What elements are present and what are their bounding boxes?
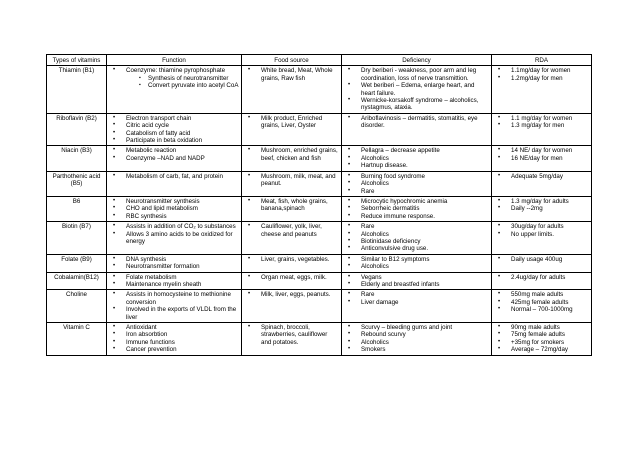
vitamin-name: Biotin (B7) (47, 222, 107, 255)
function-item: • Antioxidant (126, 324, 239, 331)
deficiency-list (344, 324, 489, 354)
food-source-list (244, 147, 339, 162)
table-row (47, 323, 592, 356)
food-source-cell (242, 323, 342, 356)
deficiency-cell (342, 113, 492, 146)
rda-item: • 1.2mg/day for men (511, 75, 589, 82)
table-row (47, 66, 592, 113)
rda-cell (492, 66, 592, 113)
rda-list (494, 173, 589, 180)
deficiency-item: • Rebound scurvy (361, 331, 489, 338)
rda-item: • 30ug/day for adults (511, 223, 589, 230)
function-list (109, 173, 239, 180)
rda-list (494, 115, 589, 130)
table-row (47, 254, 592, 272)
rda-list (494, 223, 589, 238)
deficiency-item: • Dry beriberi - weakness, poor arm and leg coordination, loss of nerve transmittion. (361, 67, 489, 82)
table-row (47, 290, 592, 323)
rda-item: • Daily --2mg (511, 205, 589, 212)
deficiency-item: • Biotinidase deficiency (361, 238, 489, 245)
rda-cell (492, 146, 592, 171)
deficiency-list (344, 198, 489, 220)
function-cell (107, 146, 242, 171)
table-row (47, 272, 592, 290)
rda-item: • Adequate 5mg/day (511, 173, 589, 180)
function-item: • Iron absorbtion (126, 331, 239, 338)
food-source-cell (242, 196, 342, 221)
deficiency-item: • Rare (361, 291, 489, 298)
vitamin-name: Folate (B9) (47, 254, 107, 272)
rda-list (494, 291, 589, 313)
function-cell (107, 222, 242, 255)
function-item: • Neurotransmitter synthesis (126, 198, 239, 205)
deficiency-list (344, 223, 489, 253)
table-row (47, 113, 592, 146)
function-item: • Metabolism of carb, fat, and protein (126, 173, 239, 180)
table-row (47, 222, 592, 255)
deficiency-list (344, 274, 489, 289)
rda-item: • 1.1 mg/day for women (511, 115, 589, 122)
food-source-list (244, 274, 339, 281)
header-vitamin-type: Types of vitamins (47, 55, 107, 66)
function-sub-list (126, 75, 239, 90)
function-cell (107, 254, 242, 272)
vitamin-name: Parthothenic acid (B5) (47, 171, 107, 196)
vitamin-name: Riboflavin (B2) (47, 113, 107, 146)
function-item: • Metabolic reaction (126, 147, 239, 154)
rda-item: • 14 NE/ day for women (511, 147, 589, 154)
function-list (109, 256, 239, 271)
food-source-cell (242, 272, 342, 290)
food-source-list (244, 67, 339, 82)
food-source-cell (242, 290, 342, 323)
deficiency-item: • Rare (361, 223, 489, 230)
function-sub-item: ▪ Synthesis of neurotransmitter (148, 75, 239, 82)
food-source-item: • Milk, liver, eggs, peanuts. (261, 291, 339, 298)
deficiency-cell (342, 196, 492, 221)
rda-item: • Daily usage 400ug (511, 256, 589, 263)
deficiency-cell (342, 272, 492, 290)
rda-item: • No upper limits. (511, 231, 589, 238)
rda-item: • 425mg female adults (511, 299, 589, 306)
function-item: • CHO and lipid metabolism (126, 205, 239, 212)
rda-cell (492, 254, 592, 272)
function-list (109, 291, 239, 321)
deficiency-item: • Liver damage (361, 299, 489, 306)
deficiency-item: • Anticonvulsive drug use. (361, 245, 489, 252)
function-item: • Maintenance myelin sheath (126, 281, 239, 288)
deficiency-item: • Burning food syndrome (361, 173, 489, 180)
function-item: • Neurotransmitter formation (126, 263, 239, 270)
rda-cell (492, 196, 592, 221)
function-item (126, 67, 239, 89)
function-list (109, 223, 239, 245)
food-source-item: • Meat, fish, whole grains, banana,spinach (261, 198, 339, 213)
deficiency-list (344, 67, 489, 111)
deficiency-cell (342, 290, 492, 323)
food-source-item: • Liver, grains, vegetables. (261, 256, 339, 263)
function-item: • Citric acid cycle (126, 122, 239, 129)
vitamin-name: Niacin (B3) (47, 146, 107, 171)
rda-item: • 16 NE/day for men (511, 155, 589, 162)
rda-cell (492, 113, 592, 146)
header-food-source: Food source (242, 55, 342, 66)
rda-item: • 2.4ug/day for adults (511, 274, 589, 281)
deficiency-cell (342, 254, 492, 272)
function-cell (107, 113, 242, 146)
function-cell (107, 272, 242, 290)
function-cell (107, 66, 242, 113)
deficiency-item: • Wet beriberi – Edema, enlarge heart, and heart failure. (361, 82, 489, 97)
food-source-list (244, 291, 339, 298)
vitamin-name: Thiamin (B1) (47, 66, 107, 113)
food-source-cell (242, 222, 342, 255)
vitamin-name: B6 (47, 196, 107, 221)
rda-item: • 550mg male adults (511, 291, 589, 298)
function-item: • Participate in beta oxidation (126, 137, 239, 144)
function-list (109, 198, 239, 220)
deficiency-item: • Wernicke-korsakoff syndrome – alcoholics, nystagmus, ataxia. (361, 97, 489, 112)
food-source-list (244, 198, 339, 213)
rda-list (494, 147, 589, 162)
function-item: • Coenzyme –NAD and NADP (126, 155, 239, 162)
rda-list (494, 274, 589, 281)
rda-list (494, 256, 589, 263)
function-item: • Cancer prevention (126, 346, 239, 353)
deficiency-item: • Hartnup disease. (361, 162, 489, 169)
food-source-cell (242, 254, 342, 272)
rda-item: • 90mg male adults (511, 324, 589, 331)
food-source-item: • Cauliflower, yolk, liver, cheese and peanuts (261, 223, 339, 238)
food-source-list (244, 256, 339, 263)
vitamin-name: Vitamin C (47, 323, 107, 356)
deficiency-cell (342, 66, 492, 113)
function-sub-item: ▪ Convert pyruvate into acetyl CoA (148, 82, 239, 89)
deficiency-cell (342, 323, 492, 356)
rda-list (494, 67, 589, 82)
function-list (109, 147, 239, 162)
deficiency-cell (342, 171, 492, 196)
function-item: • Folate metabolism (126, 274, 239, 281)
deficiency-cell (342, 146, 492, 171)
food-source-item: • White bread, Meat, Whole grains, Raw fish (261, 67, 339, 82)
function-item: • DNA synthesis (126, 256, 239, 263)
vitamin-table (46, 54, 592, 356)
function-item: • Involved in the exports of VLDL from the liver (126, 306, 239, 321)
rda-item: • Average – 72mg/day (511, 346, 589, 353)
deficiency-item: • Smokers (361, 346, 489, 353)
function-item: • Assists in homocysteine to methionine conversion (126, 291, 239, 306)
header-rda: RDA (492, 55, 592, 66)
food-source-item: • Spinach, broccoli, strawberries, cauliflower and potatoes. (261, 324, 339, 346)
rda-cell (492, 323, 592, 356)
function-item: • Electron transport chain (126, 115, 239, 122)
deficiency-item: • Alcoholics (361, 263, 489, 270)
function-item: • RBC synthesis (126, 213, 239, 220)
rda-cell (492, 290, 592, 323)
food-source-item: • Mushroom, milk, meat, and peanut. (261, 173, 339, 188)
vitamin-name: Cobalamin(B12) (47, 272, 107, 290)
function-item-text: Coenzyme: thiamine pyrophosphate (126, 67, 226, 75)
food-source-cell (242, 171, 342, 196)
deficiency-list (344, 115, 489, 130)
deficiency-item: • Seborrheic dermatitis (361, 205, 489, 212)
deficiency-list (344, 291, 489, 306)
rda-cell (492, 272, 592, 290)
food-source-cell (242, 66, 342, 113)
rda-item: • 75mg female adults (511, 331, 589, 338)
food-source-list (244, 223, 339, 238)
rda-item: • 1.1mg/day for women (511, 67, 589, 74)
deficiency-item: • Microcytic hypochromic anemia (361, 198, 489, 205)
deficiency-cell (342, 222, 492, 255)
food-source-item: • Organ meat, eggs, milk. (261, 274, 339, 281)
food-source-cell (242, 146, 342, 171)
deficiency-item: • Scurvy – bleeding gums and joint (361, 324, 489, 331)
deficiency-item: • Reduce immune response. (361, 213, 489, 220)
food-source-item: • Mushroom, enriched grains, beef, chicken and fish (261, 147, 339, 162)
table-body (47, 66, 592, 355)
function-item: • Allows 3 amino acids to be oxidized for energy (126, 231, 239, 246)
rda-item: • +35mg for smokers (511, 339, 589, 346)
deficiency-item: • Similar to B12 symptoms (361, 256, 489, 263)
deficiency-list (344, 173, 489, 195)
deficiency-item: • Rare (361, 188, 489, 195)
deficiency-item: • Alcoholics (361, 180, 489, 187)
header-deficiency: Deficiency (342, 55, 492, 66)
function-list (109, 67, 239, 89)
food-source-list (244, 324, 339, 346)
table-row (47, 171, 592, 196)
rda-list (494, 198, 589, 213)
deficiency-item: • Elderly and breastfed infants (361, 281, 489, 288)
food-source-item: • Milk product, Enriched grains, Liver, Oyster (261, 115, 339, 130)
rda-item: • 1.3 mg/day for men (511, 122, 589, 129)
rda-cell (492, 222, 592, 255)
food-source-cell (242, 113, 342, 146)
function-cell (107, 196, 242, 221)
rda-cell (492, 171, 592, 196)
function-item: • Catabolism of fatty acid (126, 130, 239, 137)
deficiency-item: • Pellagra – decrease appetite (361, 147, 489, 154)
rda-item: • Normal – 700-1000mg (511, 306, 589, 313)
header-function: Function (107, 55, 242, 66)
deficiency-item: • Alcoholics (361, 231, 489, 238)
deficiency-item: • Ariboflavinosis – dermatitis, stomatitis, eye disorder. (361, 115, 489, 130)
function-item: • Immune functions (126, 339, 239, 346)
function-list (109, 324, 239, 354)
deficiency-list (344, 256, 489, 271)
function-cell (107, 171, 242, 196)
header-row (47, 55, 592, 66)
food-source-list (244, 115, 339, 130)
rda-item: • 1.3 mg/day for adults (511, 198, 589, 205)
function-cell (107, 323, 242, 356)
function-list (109, 274, 239, 289)
deficiency-list (344, 147, 489, 169)
function-list (109, 115, 239, 145)
table-row (47, 146, 592, 171)
function-cell (107, 290, 242, 323)
deficiency-item: • Alcoholics (361, 339, 489, 346)
table-row (47, 196, 592, 221)
deficiency-item: • Alcoholics (361, 155, 489, 162)
deficiency-item: • Vegans (361, 274, 489, 281)
rda-list (494, 324, 589, 354)
vitamin-name: Choline (47, 290, 107, 323)
food-source-list (244, 173, 339, 188)
function-item: • Assists in addition of CO₂ to substances (126, 223, 239, 230)
